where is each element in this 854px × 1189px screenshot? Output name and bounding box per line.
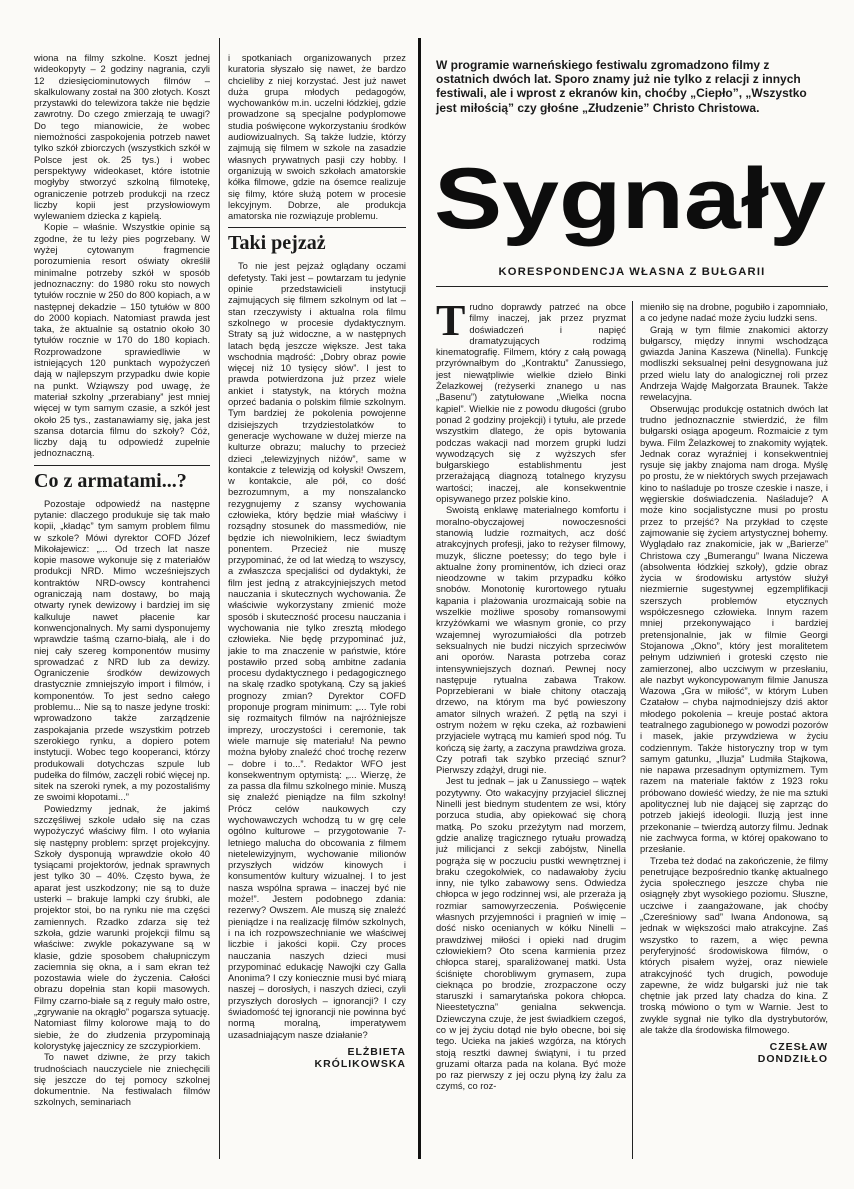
paragraph: Jest tu jednak – jak u Zanussiego – wątek pozytywny. Oto wakacyjny przyjaciel ślicznej Ninelli jest biednym studentem ze wsi, który porzuca studia, aby opiekować się chorą matką. Po szoku przeżytym nad morzem, gdzie analizę tragicznego rytuału prowadzą już milicjanci z sekcji zabójstw, Ninella pogrąża się w poczuciu pustki wewnętrznej i braku czegokolwiek, co nadawałoby życiu inny, nie tylko zabawowy sens. Odwiedza chłopca w jego rodzinnej wsi, ale przeraża ją rozmiar samowyrzeczenia. Poświęcenie własnych przyjemności i pragnień w imię – dość nisko ocenianych w kółku Ninelli – prawdziwej miłości i opieki nad drugim człowiekiem? Oto scena karmienia przez chłopca starej, sparaliżowanej matki. Usta ściśnięte chorobliwym grymasem, zupa cieknąca po brodzie, zrozpaczone oczy staruszki i samarytańska pokora chłopca. Nieestetyczna” genialna sekwencja. Dziewczyna czuje, że jest świadkiem czegoś, co w jej życiu dotąd nie było obecne, boi się tego. Ucieka na jakieś wzgórza, na których stoją resztki dawnej świątyni, i tu przed gruzami ołtarza pada na kolana. Być może po raz pierwszy z jej oczu płyną łzy żalu za czymś, co roz- [436,775,626,1092]
article-column-3 [436,301,626,1161]
paragraph: mieniło się na drobne, pogubiło i zapomniało, a co jedyne nadać może życiu ludzki sens. [640,301,828,324]
paragraph: Grają w tym filmie znakomici aktorzy bułgarscy, między innymi wschodząca gwiazda Janina Kaszewa (Ninella). Funkcję modliszki seksualnej pełni desygnowana już przed wielu laty do analogicznej roli przez Andrzeja Wajdę Małgorzata Braunek. Także rewelacyjna. [640,323,828,403]
author-signature [640,1041,828,1065]
author-last-name: DONDZIŁŁO [757,1053,828,1066]
section-divider [418,38,421,1159]
article-column-1 [34,52,210,1162]
paragraph-text: rudno doprawdy patrzeć na obce filmy inaczej, jak przez pryzmat doświadczeń i napięć dramatyzujących rodzimą kinematografię. Filmem, który z całą powagą przyrównałbym do „Kontraktu” Zanussiego, jest niewątpliwie wielkie dzieło Binki Żelazkowej (reżyserki znanego u nas „Basenu”) zatytułowane „Wielka nocna kąpiel”. Wielkie nie z powodu długości (grubo ponad 2 godziny projekcji) i tytułu, ale przede wszystkim dlatego, że opis bytowania podczas wakacji nad morzem grupki ludzi wywodzących się z wyższych sfer bułgarskiego establishmentu jest przerażającą diagnozą totalnego kryzysu wartości; inaczej, ale konsekwentnie opisywanego przez polskie kino. [436,301,626,505]
paragraph: To nawet dziwne, że przy takich trudnościach nauczyciele nie zniechęcili się jeszcze do tej pomocy szkolnej dokumentnie. Na festiwalach filmów szkolnych, seminariach [34,1051,210,1108]
masthead-title: Sygnały [434,151,827,247]
paragraph: Pozostaje odpowiedź na następne pytanie: dlaczego produkuje się tak mało kopii, „kładąc” tym samym problem filmu w szkole? Mówi dyrektor COFD Józef Mikołajewicz: „... Od trzech lat nasze kopie masowe wykonuje się z materiałów produkcji NRD. Mimo wcześniejszych kontraktów NRD-owscy kontrahenci ograniczają nam dostawy, bo mają otwarty rynek dewizowy i bardziej im się kalkuluje nawet płacenie kar konwencjonalnych. My sami dysponujemy wprawdzie taśmą czarno-białą, ale i do niej cały szereg komponentów musimy sprowadzać z NRD lub za dewizy. Ograniczenie środków dewizowych drastycznie zmniejszyło import i filmów, i komponentów. To jest sedno całego problemu... Nie są to nasze jedyne troski: wprowadzono także zarządzenie zaspokajania przede wszystkim potrzeb szerokiego rynku, a dopiero potem instytucji. Wobec tego kooperanci, którzy produkowali dotychczas szpule lub pudełka do filmów, zaczęli robić więcej np. sitek na szeroki rynek, a my pozostaliśmy ze swoimi kłopotami...” [34,497,210,803]
paragraph: Kopie – właśnie. Wszystkie opinie są zgodne, że tu leży pies pogrzebany. W wyżej cytowanym fragmencie porozumienia resort oświaty określił minimalne potrzeby szkół w sposób jednoznaczny: do 1980 roku sto nowych tytułów rocznie w 250 do 800 kopiach, a w następnej dekadzie – 150 tytułów w 800 do 2000 kopiach. Natomiast prawda jest taka, że aktualnie są ostatnio około 30 tytułów rocznie w 170 do 180 kopiach. Rozprowadzone sprawiedliwie w istniejących 120 punktach wypożyczeń dają w najlepszym przypadku dwie kopie na punkt. Wziąwszy pod uwagę, że materiał szkolny „przerabiany” jest mniej więcej w tym samym czasie, a szkół jest około 25 tys., zastanawiamy się, jaka jest szansa dotarcia filmu do szkoły? Cóż, liczby dają tu odpowiedź zupełnie jednoznaczną. [34,221,210,459]
section-label: KORESPONDENCJA WŁASNA Z BUŁGARII [498,266,766,278]
paragraph: Swoistą enklawę materialnego komfortu i moralno-obyczajowej nowoczesności stanowią ludzie rozmaitych, acz dość atrakcyjnych profesji, jako to reżyser filmowy, muzyk, śliczne poetessy; do tego byle i aktualne żony prominentów, ich dzieci oraz nieodzowne w takim przypadku kółko snobów. Monotonię kurortowego rytuału kąpania i plażowania urozmaicają sobie na wszelkie możliwe sposoby romansowymi krzyżówkami we własnym gronie, co przy wzajemnej wyrozumiałości dla potrzeb seksualnych nie budzi niczyich sprzeciwów ani oporów. Narasta potrzeba coraz intensywniejszych doznań. Pewnej nocy następuje rytualna zabawa Trakow. Poprzebierani w białe chitony otaczają drzewo, na którym ma być powieszony amator silnych wrażeń. Z pętlą na szyi i ostrym nożem w ręku czeka, aż rozbawieni przyjaciele wytrącą mu kamień spod nóg. Tu kończą się żarty, a zaczyna prawdziwa groza. Czy potrafi tak szybko przeciąć sznur? Pierwszy zdążył, drugi nie. [436,504,626,776]
paragraph: To nie jest pejzaż oglądany oczami defetysty. Taki jest – powtarzam tu jedynie opinie przedstawicieli instytucji zajmujących się filmem szkolnym od lat – stan rzeczywisty i aktualna rola filmu szkolnego w procesie dydaktycznym. Straty są już widoczne, a w następnych latach będą jeszcze większe. Jest taka wschodnia mądrość: „Dobry obraz powie więcej niż 10 tysięcy słów”. I jest to prawda potwierdzona już przez wiele ankiet i statystyk, na których można oprzeć badania o polskim filmie szkolnym. Tym bardziej że pokolenia powojenne dzisiejszych trzydziestolatków to generacje wychowane w dużej mierze na kulturze obrazu; maluchy to przecież dzieci „telewizyjnych niżów”, same w kontakcie z telewizją od kołyski! Owszem, w kontakcie, ale pół, co dość bezrozumnym, a my nonszalancko rezygnujemy z szansy wychowania człowieka, który będzie miał właściwy i rozsądny stosunek do massmediów, nie będzie ich niewolnikiem, lecz świadtym ponentem. Przecież nie muszę przypominać, że od lat wiedzą to wszyscy, a zwłaszcza specjaliści od dydaktyki, że film jest jedną z atrakcyjniejszych metod nauczania i skutecznych wychowania. Że właściwie wykorzystany zmienić może sposób i skuteczność procesu nauczania i wychowania nie tylko zresztą młodego człowieka. Nie będę przypominać już, jakie to ma znaczenie w państwie, które postawiło przed sobą ambitne zadania procesu dydaktycznego i pedagogicznego na skalę rzadko spotykaną. Czy są jakieś prognozy zmian? Dyrektor COFD proponuje program minimum: „... Tyle robi się rozmaitych filmów na najróżniejsze imprezy, uroczystości i ceremonie, tak wiele marnuje się materiału! Na pewno można byłoby znaleźć choć trochę rezerw – dobre i to...”. Redaktor WFO jest konsekwentnym optymistą: „... Wierzę, że za passa dla filmu szkolnego minie. Muszą się znaleźć pieniądze na film szkolny! Prócz celów naukowych czy wychowawczych wchodzą tu w grę cele ogólno kulturowe – przygotowanie 7-letniego malucha do obcowania z filmem nietelewizyjnym, wychowanie milionów przyszłych widzów kinowych i konsumentów kultury wizualnej. I to jest nasza wspólna sprawa – inaczej być nie może!”. Jestem podobnego zdania: rezerwy? Owszem. Ale muszą się znaleźć pieniądze i na realizację filmów szkolnych, i na ich rozpowszechnianie we właściwej liczbie i jakości kopii. Czy proces nauczania naszych dzieci musi przypominać edukację Nawojki czy Galla Anonima? I czy koniecznie musi być miarą naszej – dorosłych, i naszych dzieci, czyli przyszłych dorosłych – ignorancji? I czy świadomość tej ignorancji nie powinna być normą moralną, imperatywem uzasadniającym nasze działanie? [228,260,406,1040]
masthead-sygnaly [432,148,830,254]
column-divider [219,38,220,1159]
paragraph: i spotkaniach organizowanych przez kuratoria słyszało się nawet, że bardzo chcieliby z niej korzystać. Jest już nawet duża grupa młodych pedagogów, wychowanków m.in. uczelni łódzkiej, gdzie prowadzone są specjalne podyplomowe studia poświęcone wykorzystaniu środków audiowizualnych. Są także ludzie, którzy zajmują się filmem w szkole na zasadzie własnych prywatnych pasji czy hobby. I organizują w swoich szkołach amatorskie kółka filmowe, gdzie na ósemce realizuje się filmy, które służą potem w procesie lekcyjnym. Dobrze, ale produkcja amatorska nie rozwiązuje problemu. [228,52,406,222]
column-divider [632,301,633,1159]
drop-cap: T [436,301,466,345]
column-separator [34,465,210,466]
column-separator [228,227,406,228]
article-column-2 [228,52,406,1162]
article-column-4 [640,301,828,1161]
paragraph: Trzeba też dodać na zakończenie, że filmy penetrujące bezpośrednio tkankę aktualnego życia społecznego jeszcze chyba nie osiągnęły zbyt wysokiego poziomu. Słuszne, uczciwe i zaangażowane, jak choćby „Czereśniowy sad” Iwana Andonowa, są jednak w większości mało atrakcyjne. Zaś wszystko to razem, a więc pewna peryferyjność środowiskowa filmów, o których pisałem wyżej, oraz niewiele atrakcyjność tych drugich, powoduje zapewne, że widz bułgarski już nie tak chętnie jak przed laty chadza do kina. Z troską mówiono o tym w Warnie. Jest to zwykle sygnał nie tylko dla dystrybutorów, ale także dla środowiska filmowego. [640,854,828,1035]
subheading-taki-pejzaz: Taki pejzaż [228,232,326,255]
paragraph: Obserwując produkcję ostatnich dwóch lat trudno jednoznacznie stwierdzić, że film bułgarski osiąga apogeum. Rozmaicie z tym bywa. Film Żelazkowej to znakomity wyjątek. Jednak coraz wyraźniej i konsekwentniej rysuje się jakby znajoma nam droga. Myślę po prostu, że w niektórych swych przejawach kino to naśladuje po trosze czeskie i nasze, i węgierskie doświadczenia. Naśladuje? A może kino socjalistyczne musi po prostu przez to przejść? Na przykład to częste zajmowanie się życiem artystycznej bohemy. Wyglądało raz znakomicie, jak w „Barierze” Christowa czy „Bumerangu” Iwana Niczewa (absolwenta łódzkiej szkoły), gdzie obraz życia w środowisku artystów służył niezmiernie sugestywnej egzemplifikacji szerszych problemów etycznych współczesnego człowieka. Innym razem mniej przekonywająco i bardziej pretensjonalnie, jak w filmie Georgi Stojanowa „Okno”, który jest moralitetem pełnym udziwnień i groteski często nie zamierzonej, albo uczciwym w przesłaniu, ale nazbyt wykoncypowanym filmie Janusza Wazowa „Gra w miłość”, w którym Luben Czatałow – chyba najmodniejszy dziś aktor młodego pokolenia – kreuje postać aktora teatralnego zagubionego w powodzi pozorów i masek, jakie przywdziewa w życiu codziennym. Także historyczny trop w tym samym gatunku, „Iluzja” Ludmiła Stajkowa, nie napawa przesadnym optymizmem. Tym razem na materiale faktów z 1923 roku próbowano dowieść wiedzy, że nie ma sztuki apolitycznej lub nie dającej się zaprząc do potrzeb jakiejś ideologii. Iluzją jest inne przekonanie – twierdzą autorzy filmu. Jednak nie zachwyca forma, w której opakowano to przesłanie. [640,402,828,855]
author-first-name: CZESŁAW [769,1041,828,1054]
subheading-co-z-armatami: Co z armatami...? [34,469,187,492]
paragraph: wiona na filmy szkolne. Koszt jednej wideokopyty – 2 godziny nagrania, czyli 12 dziesięciominutowych filmów – skalkulowany został na 300 złotych. Koszt przystawki do telewizora także nie będzie zawrotny. Do czego zmierzają te uwagi? Do tego mianowicie, że wobec niemożności zaspokojenia potrzeb nawet tylko szkół zbiorczych (wszystkich szkół w Polsce jest ok. 25 tys.) i wobec perspektywy wideokaset, które istotnie mogłyby stworzyć szkolną filmotekę, ograniczenie potrzeb produkcji na rzecz liczby kopii jest przysłowiowym wylewaniem dziecka z kąpielą. [34,52,210,222]
section-rule [436,286,828,287]
paragraph [436,301,626,504]
author-signature [228,1046,406,1070]
author-first-name: ELŻBIETA [347,1045,406,1058]
paragraph: Powiedzmy jednak, że jakimś szczęśliwej szkole udało się na czas wypożyczyć właściwy film. I oto wyłania się następny problem: sprzęt projekcyjny. Szkoły dysponują wprawdzie około 40 tysiącami projektorów, jednak sprawnych jest tylko 30 – 40%. Często bywa, że aparat jest uszkodzony; nie są to duże usterki – brakuje lampki czy śrubki, ale projektor stoi, bo na rynku nie ma części zamiennych. Rzadko zdarza się też szkoła, gdzie warunki projekcji filmu są właściwe: zwykle pokazywane są w klasie, gdzie sposobem chałupniczym zaciemnia się okna, a i sam ekran też pozostawia wiele do życzenia. Całości obrazu dopełnia stan kopii masowych. Filmy czarno-białe są z reguły mało ostre, „zgrywanie na okrągło” pogarsza sytuację. Natomiast filmy kolorowe mają to do siebie, że do złudzenia przypominają kolorystykę jajecznicy ze szczypiorkiem. [34,802,210,1051]
author-last-name: KRÓLIKOWSKA [314,1057,406,1070]
lead-paragraph: W programie warneńskiego festiwalu zgromadzono filmy z ostatnich dwóch lat. Sporo znamy już nie tylko z relacji z innych festiwali, ale i wprost z ekranów kin, choćby „Ciepło”, „Wszystko jest miłością” czy głośne „Złudzenie” Christo Christowa. [436,58,807,115]
